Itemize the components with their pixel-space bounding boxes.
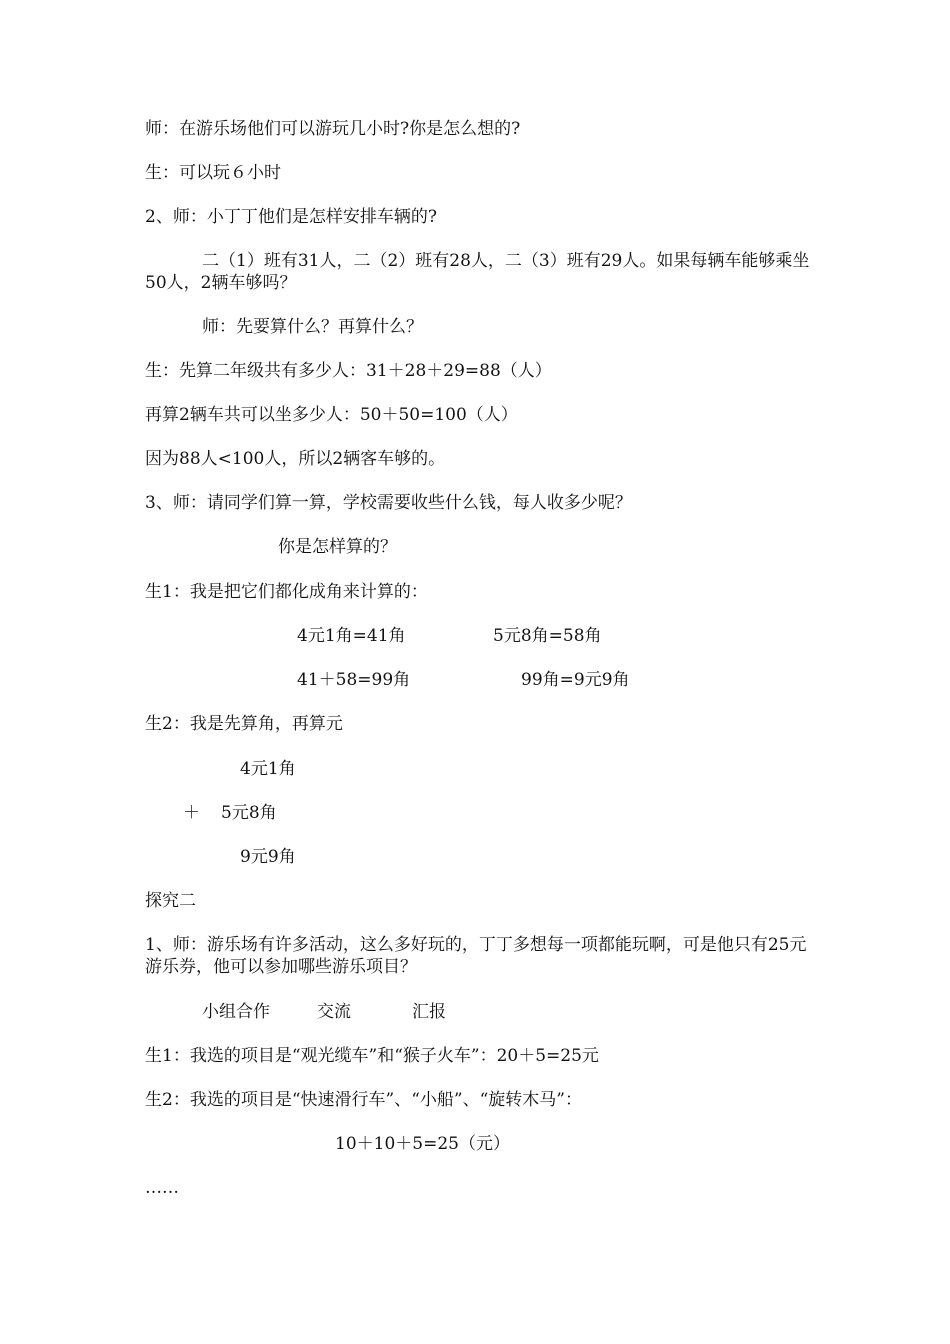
section-heading-explore2: 探究二 (145, 891, 196, 911)
equation-sum-jiao: 41＋58=99角 (297, 670, 411, 690)
line-conclusion: 因为88人<100人，所以2辆客车够的。 (145, 449, 446, 469)
equation-student2-total: 10＋10＋5=25（元） (335, 1134, 510, 1154)
addend-bottom: 5元8角 (221, 803, 277, 823)
line-student1-choice: 生1：我选的项目是“观光缆车”和“猴子火车”：20＋5=25元 (145, 1046, 599, 1066)
line-answer-hours: 生：可以玩６小时 (145, 163, 281, 183)
equation-convert-yuan: 99角=9元9角 (521, 670, 630, 690)
line-how-calculated: 你是怎样算的？ (278, 537, 397, 557)
paragraph-class-counts: 二（1）班有31人，二（2）班有28人，二（3）班有29人。如果每辆车能够乘坐50人，2辆车够吗？ (145, 251, 810, 293)
line-question-hours: 师：在游乐场他们可以游玩几小时?你是怎么想的? (145, 119, 521, 139)
line-total-seats: 再算2辆车共可以坐多少人：50＋50=100（人） (145, 405, 518, 425)
line-total-students: 生：先算二年级共有多少人：31＋28＋29=88（人） (145, 361, 552, 381)
line-student2-choice: 生2：我选的项目是“快速滑行车”、“小船”、“旋转木马”： (145, 1090, 582, 1110)
line-teacher-prompt: 师：先要算什么？再算什么？ (202, 317, 423, 337)
plus-sign: ＋ (183, 803, 200, 823)
equation-5yuan8jiao: 5元8角=58角 (493, 626, 602, 646)
label-group-work: 小组合作 (202, 1002, 270, 1022)
addend-top: 4元1角 (240, 759, 296, 779)
label-report: 汇报 (412, 1002, 446, 1022)
line-question-vehicles: 2、师：小丁丁他们是怎样安排车辆的? (145, 207, 437, 227)
paragraph-amusement-question: 1、师：游乐场有许多活动，这么多好玩的，丁丁多想每一项都能玩啊，可是他只有25元游乐券，他可以参加哪些游乐项目？ (145, 935, 807, 977)
line-student1-method: 生1：我是把它们都化成角来计算的： (145, 582, 428, 602)
label-exchange: 交流 (317, 1002, 351, 1022)
line-question-money: 3、师：请同学们算一算，学校需要收些什么钱，每人收多少呢？ (145, 493, 632, 513)
line-student2-method: 生2：我是先算角，再算元 (145, 714, 343, 734)
sum-result: 9元9角 (240, 847, 296, 867)
equation-4yuan1jiao: 4元1角=41角 (297, 626, 406, 646)
ellipsis: …… (145, 1178, 179, 1198)
